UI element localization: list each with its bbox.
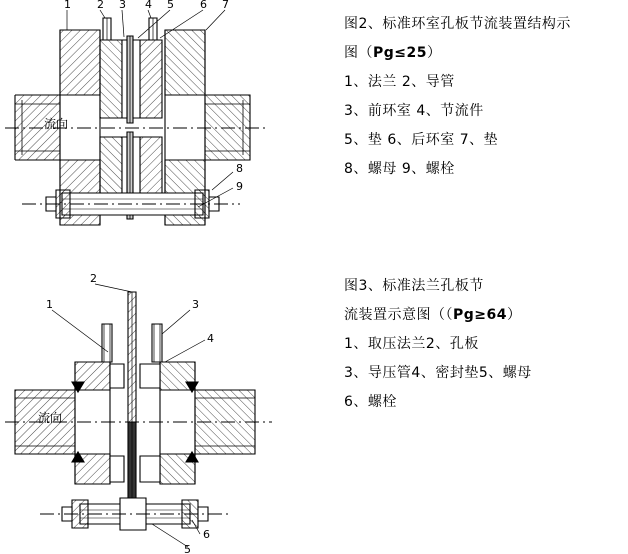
caption3-line-3: 1、取压法兰2、孔板 xyxy=(344,336,479,352)
fig3-callout-5: 5 xyxy=(184,543,191,554)
caption3-line-4: 3、导压管4、密封垫5、螺母 xyxy=(344,365,532,381)
caption3-line-5: 6、螺栓 xyxy=(344,394,397,410)
figure-2-orifice-ring-chamber xyxy=(0,0,330,255)
fig3-callout-1: 1 xyxy=(46,298,53,311)
fig3-callout-4: 4 xyxy=(207,332,214,345)
figure-3-flange-orifice xyxy=(0,262,330,554)
caption2-line-3: 1、法兰 2、导管 xyxy=(344,74,455,90)
caption2-line-5: 5、垫 6、后环室 7、垫 xyxy=(344,132,499,148)
caption2-line-4: 3、前环室 4、节流件 xyxy=(344,103,484,119)
fig2-flow-label: 流向 xyxy=(44,117,69,131)
fig3-callout-3: 3 xyxy=(192,298,199,311)
fig2-callout-3: 3 xyxy=(119,0,126,11)
fig2-callout-1: 1 xyxy=(64,0,71,11)
caption3-line-1: 图3、标准法兰孔板节 xyxy=(344,278,484,294)
caption2-pressure-rating: Pg≤25 xyxy=(373,45,427,61)
fig2-callout-5: 5 xyxy=(167,0,174,11)
caption3-pressure-rating: Pg≥64 xyxy=(453,307,507,323)
caption2-line-2 xyxy=(344,39,628,68)
caption2-line-2-tail: ） xyxy=(427,45,442,61)
caption3-line-2-tail: ） xyxy=(507,307,522,323)
fig3-flow-label: 流向 xyxy=(38,411,63,425)
caption2-line-6: 8、螺母 9、螺栓 xyxy=(344,161,455,177)
caption-figure-2 xyxy=(344,10,628,184)
fig3-callout-6: 6 xyxy=(203,528,210,541)
fig2-callout-2: 2 xyxy=(97,0,104,11)
caption3-line-2-text: 流装置示意图（（ xyxy=(344,307,453,323)
caption2-line-1: 图2、标准环室孔板节流装置结构示 xyxy=(344,16,571,32)
fig3-callout-2: 2 xyxy=(90,272,97,285)
caption-figure-3 xyxy=(344,272,628,417)
fig2-callout-8: 8 xyxy=(236,162,243,175)
fig2-callout-4: 4 xyxy=(145,0,152,11)
fig2-callout-7: 7 xyxy=(222,0,229,11)
fig2-callout-6: 6 xyxy=(200,0,207,11)
caption2-line-2-text: 图（ xyxy=(344,45,373,61)
caption3-line-2 xyxy=(344,301,628,330)
fig2-callout-9: 9 xyxy=(236,180,243,193)
